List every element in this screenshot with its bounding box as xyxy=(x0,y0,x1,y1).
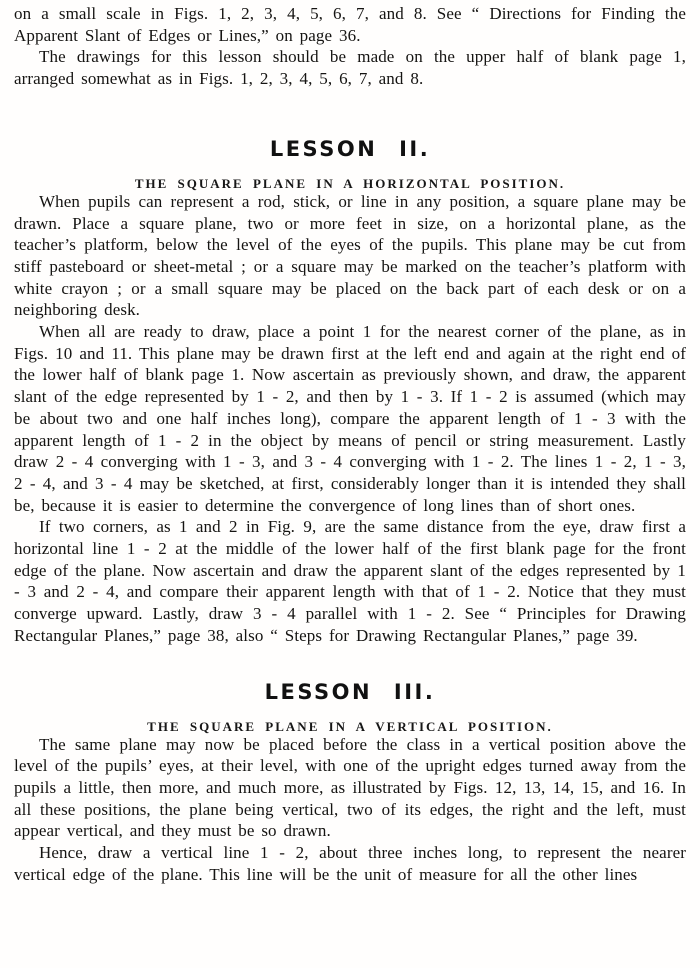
lesson-iii-section xyxy=(14,680,686,886)
lesson-ii-title: LESSON II. xyxy=(269,136,431,161)
lesson-iii-paragraph-2: Hence, draw a vertical line 1 - 2, about three inches long, to represent the nearer vertical edge of the plane. This line will be the unit of measure for all the other lines xyxy=(14,843,686,884)
lesson-ii-paragraph-2: When all are ready to draw, place a point 1 for the nearest corner of the plane, as in Figs. 10 and 11. This plane may be drawn first at the left end and again at the right end of the lower half of blank page 1. Now ascertain as previously shown, and draw, the apparent slant of the edge represented by 1 - 2, and then by 1 - 3. If 1 - 2 is assumed (which may be about two and one half inches long), compare the apparent length of 1 - 3 with the apparent length of 1 - 2 in the object by means of pencil or string measurement. Lastly draw 2 - 4 converging with 1 - 3, and 3 - 4 converging with 1 - 2. The lines 1 - 2, 1 - 3, 2 - 4, and 3 - 4 may be sketched, at first, considerably longer than it is intended they shall be, because it is easier to determine the convergence of long lines than of short ones. xyxy=(14,322,686,515)
lesson-iii-subtitle: THE SQUARE PLANE IN A VERTICAL POSITION. xyxy=(147,718,553,734)
lesson-ii-paragraph-3: If two corners, as 1 and 2 in Fig. 9, are the same distance from the eye, draw first a horizontal line 1 - 2 at the middle of the lower half of the first blank page for the front edge of the plane. Now ascertain and draw the apparent slant of the edges represented by 1 - 3 and 2 - 4, and compare their apparent length with that of 1 - 2. Notice that they must converge upward. Lastly, draw 3 - 4 parallel with 1 - 2. See “ Principles for Drawing Rectangular Planes,” page 38, also “ Steps for Drawing Rectangular Planes,” page 39. xyxy=(14,517,686,645)
intro-paragraph-continued: on a small scale in Figs. 1, 2, 3, 4, 5, 6, 7, and 8. See “ Directions for Finding the Apparent Slant of Edges or Lines,” on page 36. xyxy=(14,4,686,45)
lesson-iii-title: LESSON III. xyxy=(264,679,436,704)
lesson-ii-paragraph-1: When pupils can represent a rod, stick, or line in any position, a square plane may be drawn. Place a square plane, two or more feet in size, on a horizontal plane, as the teacher’s platform, below the level of the eyes of the pupils. This plane may be cut from stiff pasteboard or sheet-metal ; or a square may be marked on the teacher’s platform with white crayon ; or a small square may be placed on the back part of each desk or on a neighboring desk. xyxy=(14,191,686,320)
lesson-ii-subtitle: THE SQUARE PLANE IN A HORIZONTAL POSITION. xyxy=(134,175,566,191)
lesson-ii-section xyxy=(14,137,686,647)
intro-paragraph: The drawings for this lesson should be made on the upper half of blank page 1, arranged somewhat as in Figs. 1, 2, 3, 4, 5, 6, 7, and 8. xyxy=(14,47,686,89)
intro-section xyxy=(14,3,686,90)
lesson-iii-paragraph-1: The same plane may now be placed before the class in a vertical position above the level of the pupils’ eyes, at their level, with one of the upright edges turned away from the pupils a little, then more, and much more, as illustrated by Figs. 12, 13, 14, 15, and 16. In all these positions, the plane being vertical, two of its edges, the right and the left, must appear vertical, and they must be so drawn. xyxy=(14,734,686,841)
